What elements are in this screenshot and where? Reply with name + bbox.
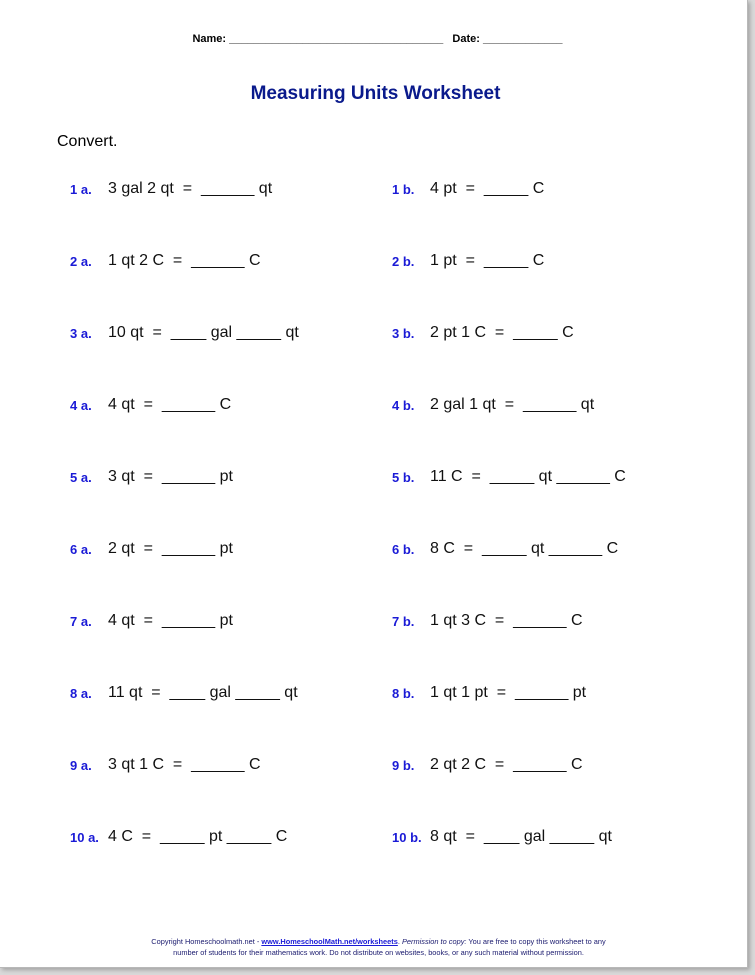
- problem-text: 4 qt = ______ C: [108, 396, 232, 413]
- problem-label: 5 a.: [70, 470, 92, 485]
- problem-label: 6 a.: [70, 542, 92, 557]
- problem-text: 8 C = _____ qt ______ C: [430, 540, 619, 557]
- instruction: Convert.: [57, 133, 118, 150]
- problem-label: 2 a.: [70, 254, 92, 269]
- problem-label: 10 b.: [392, 830, 422, 845]
- problem-text: 3 qt 1 C = ______ C: [108, 756, 261, 773]
- problem-label: 4 a.: [70, 398, 92, 413]
- problem-text: 4 qt = ______ pt: [108, 612, 233, 629]
- copyright-footer: [0, 936, 755, 958]
- problem-text: 11 qt = ____ gal _____ qt: [108, 684, 298, 701]
- problem-text: 4 pt = _____ C: [430, 180, 545, 197]
- problem-label: 3 a.: [70, 326, 92, 341]
- problem-label: 6 b.: [392, 542, 415, 557]
- problem-label: 2 b.: [392, 254, 415, 269]
- problem-label: 8 b.: [392, 686, 415, 701]
- problem-label: 1 b.: [392, 182, 415, 197]
- problem-label: 7 b.: [392, 614, 415, 629]
- problem-text: 2 qt = ______ pt: [108, 540, 233, 557]
- problem-label: 3 b.: [392, 326, 415, 341]
- problem-text: 1 qt 2 C = ______ C: [108, 252, 261, 269]
- problem-text: 2 pt 1 C = _____ C: [430, 324, 574, 341]
- problem-text: 1 pt = _____ C: [430, 252, 545, 269]
- problem-text: 3 qt = ______ pt: [108, 468, 233, 485]
- problem-text: 3 gal 2 qt = ______ qt: [108, 180, 273, 197]
- problem-text: 10 qt = ____ gal _____ qt: [108, 324, 299, 341]
- problem-label: 7 a.: [70, 614, 92, 629]
- problem-text: 11 C = _____ qt ______ C: [430, 468, 626, 485]
- problem-text: 1 qt 1 pt = ______ pt: [430, 684, 587, 701]
- footer-period: .: [397, 937, 402, 946]
- problem-text: 8 qt = ____ gal _____ qt: [430, 828, 612, 845]
- worksheets-link[interactable]: www.HomeschoolMath.net/worksheets: [261, 937, 398, 946]
- problem-label: 4 b.: [392, 398, 415, 413]
- permission-label: Permission to copy:: [401, 937, 467, 946]
- footer-line-2: number of students for their mathematics work. Do not distribute on websites, books, or any such material without permission.: [173, 948, 584, 957]
- permission-text: You are free to copy this worksheet to any: [466, 937, 606, 946]
- problem-label: 9 b.: [392, 758, 415, 773]
- problem-label: 9 a.: [70, 758, 92, 773]
- problem-label: 1 a.: [70, 182, 92, 197]
- problem-text: 1 qt 3 C = ______ C: [430, 612, 583, 629]
- problem-text: 2 gal 1 qt = ______ qt: [430, 396, 595, 413]
- problem-label: 5 b.: [392, 470, 415, 485]
- footer-line-1: [0, 936, 755, 947]
- problem-label: 8 a.: [70, 686, 92, 701]
- worksheet-title: Measuring Units Worksheet: [250, 83, 501, 104]
- name-date-line: Name: ___________________________________ Date: _____________: [192, 33, 563, 45]
- problem-label: 10 a.: [70, 830, 99, 845]
- problem-text: 2 qt 2 C = ______ C: [430, 756, 583, 773]
- problem-text: 4 C = _____ pt _____ C: [108, 828, 288, 845]
- copyright-text: Copyright Homeschoolmath.net -: [151, 937, 262, 946]
